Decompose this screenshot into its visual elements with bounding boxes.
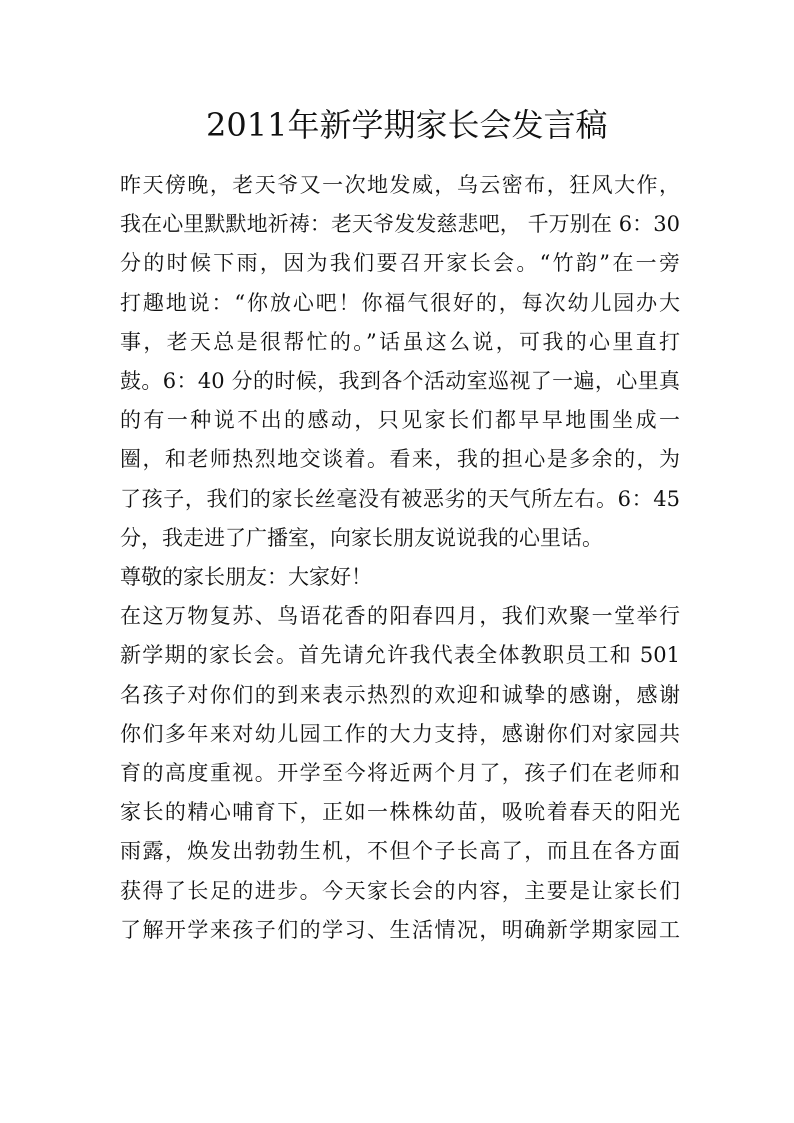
paragraph-line: 分的时候下雨，因为我们要召开家长会。“竹韵”在一旁: [120, 251, 680, 276]
paragraph-line: 新学期的家长会。首先请允许我代表全体教职员工和 501: [120, 643, 680, 668]
paragraph-line: 昨天傍晚，老天爷又一次地发威，乌云密布，狂风大作，: [120, 173, 680, 197]
paragraph-line: 名孩子对你们的到来表示热烈的欢迎和诚挚的感谢，感谢: [120, 682, 680, 707]
paragraph-line: 打趣地说：“你放心吧！你福气很好的，每次幼儿园办大: [120, 290, 680, 315]
paragraph-line: 了解开学来孩子们的学习、生活情况，明确新学期家园工: [120, 917, 680, 942]
document-title: 2011年新学期家长会发言稿: [206, 106, 608, 144]
paragraph-line: 家长的精心哺育下，正如一株株幼苗，吸吮着春天的阳光: [120, 800, 680, 825]
paragraph-line: 的有一种说不出的感动，只见家长们都早早地围坐成一: [120, 408, 680, 433]
paragraph-line: 事，老天总是很帮忙的。”话虽这么说，可我的心里直打: [120, 329, 680, 354]
paragraph-line: 育的高度重视。开学至今将近两个月了，孩子们在老师和: [120, 761, 680, 786]
paragraph-line: 分，我走进了广播室，向家长朋友说说我的心里话。: [120, 525, 603, 550]
paragraph-line: 获得了长足的进步。今天家长会的内容，主要是让家长们: [120, 878, 680, 903]
paragraph-line: 了孩子，我们的家长丝毫没有被恶劣的天气所左右。6：45: [120, 486, 680, 511]
document-body: [120, 166, 680, 950]
paragraph-line: 鼓。6：40 分的时候，我到各个活动室巡视了一遍，心里真: [120, 369, 680, 394]
paragraph-line: 雨露，焕发出勃勃生机，不但个子长高了，而且在各方面: [120, 839, 680, 864]
paragraph-line: 我在心里默默地祈祷：老天爷发发慈悲吧， 千万别在 6：30: [120, 212, 680, 237]
paragraph-line: 你们多年来对幼儿园工作的大力支持，感谢你们对家园共: [120, 721, 680, 746]
paragraph-line: 在这万物复苏、鸟语花香的阳春四月，我们欢聚一堂举行: [120, 604, 680, 629]
paragraph-line: 圈，和老师热烈地交谈着。看来，我的担心是多余的，为: [120, 447, 680, 472]
greeting-line: 尊敬的家长朋友：大家好！: [120, 565, 372, 590]
